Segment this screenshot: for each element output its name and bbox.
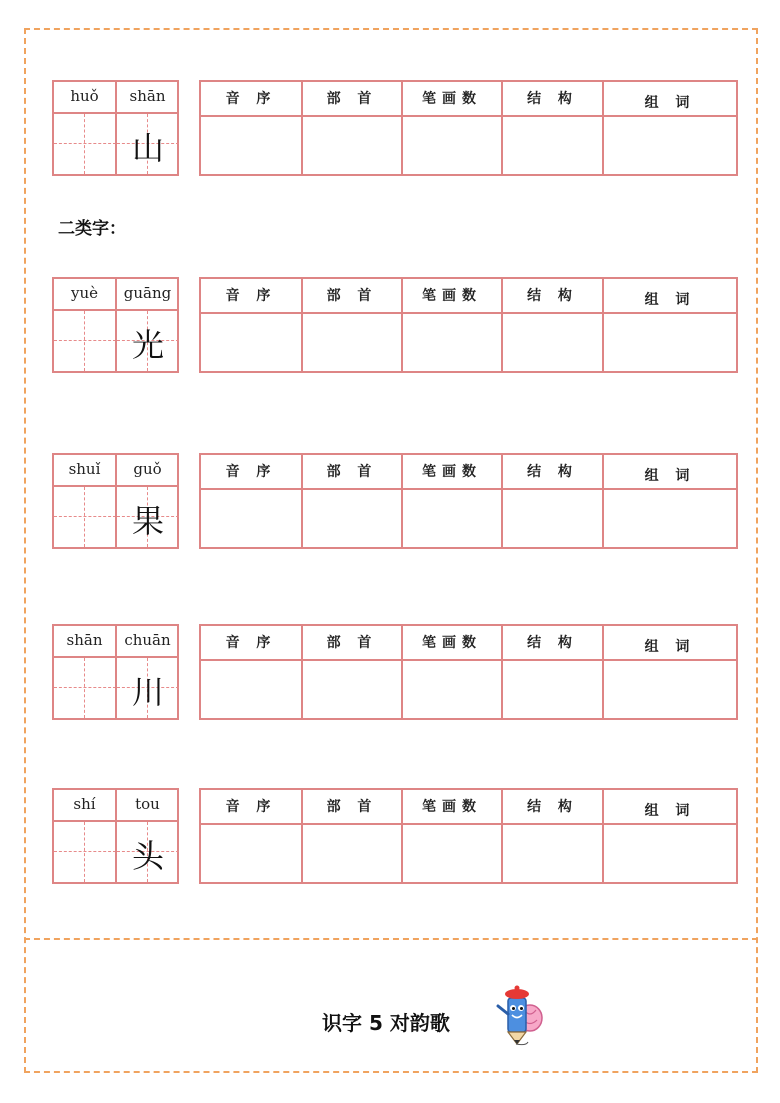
column-header: 音 序 — [201, 455, 301, 490]
writing-cell-empty — [54, 487, 116, 547]
info-column — [501, 279, 602, 371]
writing-cell-character — [115, 658, 179, 718]
pinyin-1: shān — [66, 631, 103, 649]
info-column — [201, 455, 301, 547]
pinyin-2: tou — [135, 795, 160, 813]
info-column — [401, 626, 501, 718]
column-header: 部 首 — [303, 790, 401, 825]
writing-cell-empty — [54, 822, 116, 882]
column-header: 部 首 — [303, 626, 401, 661]
pinyin-1: yuè — [70, 284, 98, 302]
info-column — [501, 626, 602, 718]
writing-cell-empty — [54, 311, 116, 371]
writing-cell-empty — [54, 114, 116, 174]
hanzi-character: 光 — [131, 326, 164, 364]
tianzige-box — [52, 453, 179, 549]
info-column — [201, 626, 301, 718]
hanzi-character: 川 — [131, 673, 164, 711]
tianzige-box — [52, 277, 179, 373]
column-header: 笔画数 — [403, 626, 501, 661]
info-column — [301, 626, 401, 718]
tianzige-box — [52, 624, 179, 720]
column-header: 组 词 — [604, 82, 736, 117]
pinyin-band — [54, 455, 177, 487]
column-header: 音 序 — [201, 790, 301, 825]
info-column — [301, 790, 401, 882]
column-header: 结 构 — [503, 82, 602, 117]
column-header: 笔画数 — [403, 82, 501, 117]
info-column — [201, 790, 301, 882]
info-column — [602, 790, 736, 882]
footer-divider — [24, 938, 758, 940]
pinyin-band — [54, 626, 177, 658]
column-header: 音 序 — [201, 626, 301, 661]
char-row — [52, 277, 740, 373]
column-header: 笔画数 — [403, 790, 501, 825]
info-column — [201, 279, 301, 371]
writing-cell-character — [115, 311, 179, 371]
tianzige-box — [52, 788, 179, 884]
hanzi-character: 头 — [131, 837, 164, 875]
info-table — [199, 80, 738, 176]
hanzi-character: 果 — [131, 502, 164, 540]
writing-cell-character — [115, 487, 179, 547]
info-column — [602, 279, 736, 371]
info-table — [199, 453, 738, 549]
info-column — [401, 455, 501, 547]
info-table — [199, 788, 738, 884]
column-header: 组 词 — [604, 626, 736, 661]
tianzige-box — [52, 80, 179, 176]
char-row — [52, 624, 740, 720]
column-header: 组 词 — [604, 279, 736, 314]
info-column — [501, 790, 602, 882]
char-row — [52, 80, 740, 176]
column-header: 笔画数 — [403, 279, 501, 314]
section-title: 二类字： — [58, 219, 126, 239]
pinyin-2: shān — [129, 87, 166, 105]
pinyin-band — [54, 279, 177, 311]
pinyin-1: huǒ — [70, 87, 99, 105]
column-header: 结 构 — [503, 790, 602, 825]
pinyin-2: guǒ — [133, 460, 162, 478]
info-column — [301, 279, 401, 371]
char-row — [52, 453, 740, 549]
column-header: 音 序 — [201, 279, 301, 314]
info-column — [401, 790, 501, 882]
info-column — [602, 626, 736, 718]
column-header: 笔画数 — [403, 455, 501, 490]
info-column — [301, 455, 401, 547]
column-header: 部 首 — [303, 455, 401, 490]
writing-cell-character — [115, 114, 179, 174]
writing-cell-character — [115, 822, 179, 882]
pencil-mascot-icon — [490, 984, 546, 1048]
pinyin-2: chuān — [124, 631, 171, 649]
column-header: 部 首 — [303, 279, 401, 314]
page-frame — [24, 28, 758, 1073]
pinyin-1: shuǐ — [68, 460, 101, 478]
info-column — [401, 279, 501, 371]
pinyin-2: guāng — [123, 284, 172, 302]
pinyin-band — [54, 82, 177, 114]
info-column — [201, 82, 301, 174]
info-column — [501, 455, 602, 547]
info-table — [199, 277, 738, 373]
info-column — [401, 82, 501, 174]
lesson-title: 识字 5 对韵歌 — [322, 1011, 450, 1035]
info-column — [301, 82, 401, 174]
info-table — [199, 624, 738, 720]
info-column — [602, 82, 736, 174]
pinyin-band — [54, 790, 177, 822]
column-header: 结 构 — [503, 455, 602, 490]
pinyin-1: shí — [73, 795, 96, 813]
column-header: 音 序 — [201, 82, 301, 117]
info-column — [501, 82, 602, 174]
info-column — [602, 455, 736, 547]
column-header: 结 构 — [503, 279, 602, 314]
char-row — [52, 788, 740, 884]
column-header: 结 构 — [503, 626, 602, 661]
column-header: 组 词 — [604, 790, 736, 825]
hanzi-character: 山 — [131, 129, 164, 167]
column-header: 组 词 — [604, 455, 736, 490]
writing-cell-empty — [54, 658, 116, 718]
column-header: 部 首 — [303, 82, 401, 117]
